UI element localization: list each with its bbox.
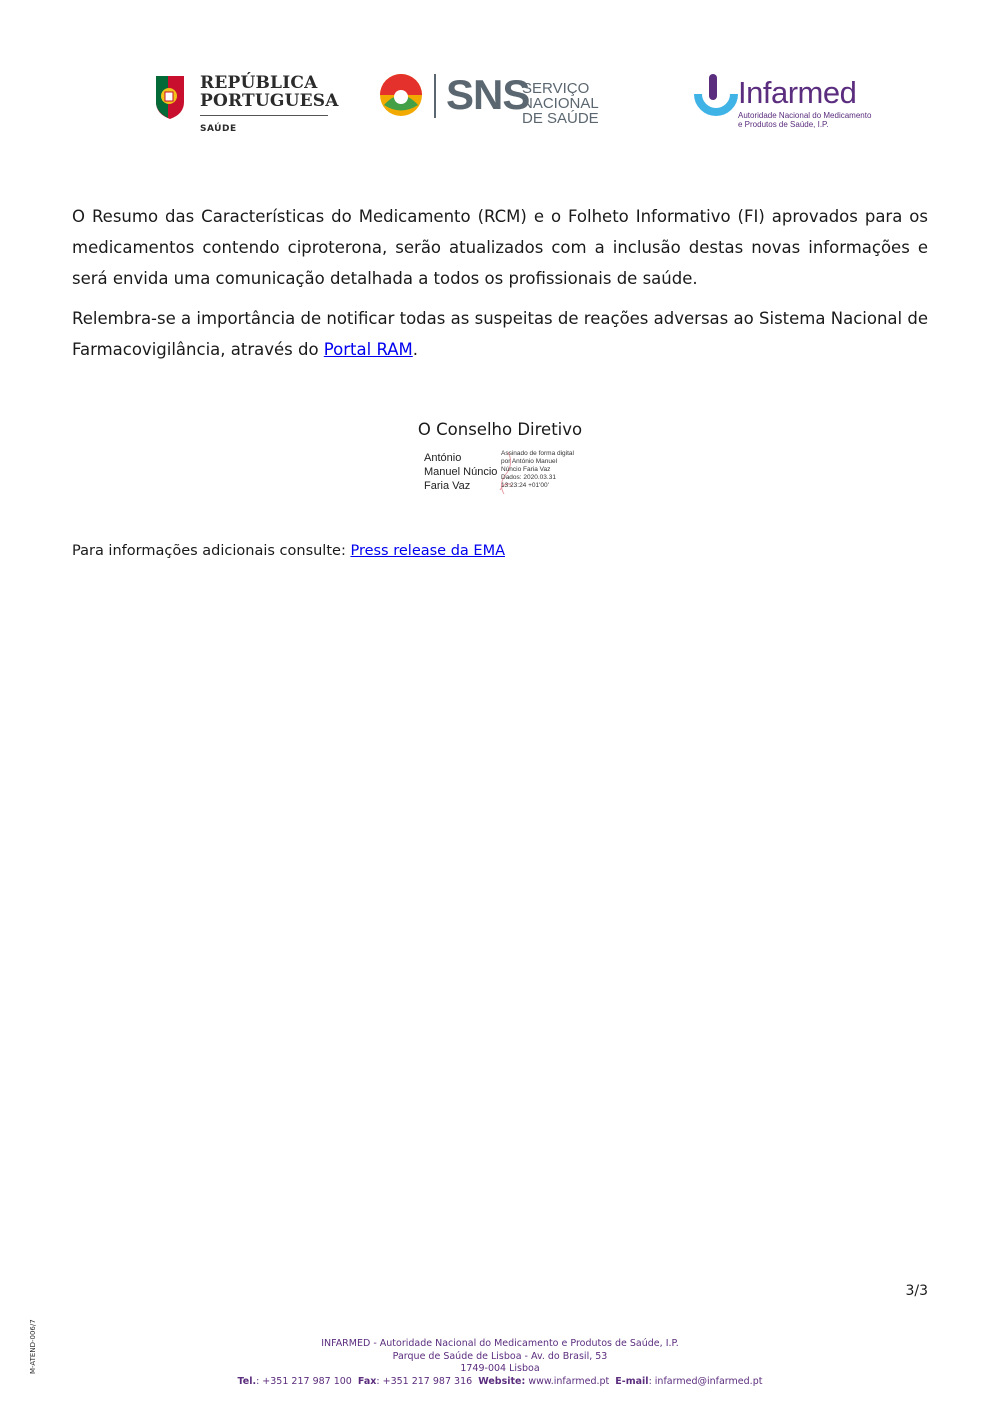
sns-line2: DE SAÚDE (522, 110, 599, 127)
footer-contacts (0, 1376, 1000, 1389)
saude-label: SAÚDE (200, 124, 237, 134)
additional-info (72, 540, 505, 562)
council-title: O Conselho Diretivo (417, 420, 583, 439)
email-value[interactable]: : infarmed@infarmed.pt (648, 1375, 763, 1387)
sns-fullname (522, 81, 648, 126)
portuguesa-line: PORTUGUESA (200, 91, 339, 111)
signer-name-line3: Faria Vaz (424, 480, 471, 492)
logo-divider (200, 115, 328, 116)
paragraph-rcm: O Resumo das Características do Medicamento (RCM) e o Folheto Informativo (FI) aprovados para os medicamentos contendo ciproterona, serão atualizados com a inclusão destas novas informações e será envida uma comunicação detalhada a todos os profissionais de saúde. (72, 207, 928, 288)
sns-divider (434, 74, 436, 118)
portugal-emblem-icon (152, 74, 188, 120)
document-code: M-ATEND-006/7 (29, 1319, 37, 1374)
website-value[interactable]: www.infarmed.pt (525, 1375, 610, 1387)
signature-detail4: Dados: 2020.03.31 (501, 474, 556, 481)
page-number: 3/3 (905, 1283, 928, 1299)
paragraph-notification-end: . (412, 340, 419, 359)
infarmed-sub2: e Produtos de Saúde, I.P. (738, 120, 829, 129)
portal-ram-link[interactable]: Portal RAM (323, 340, 413, 359)
footer (0, 1338, 1000, 1388)
footer-address: Parque de Saúde de Lisboa - Av. do Brasil, 53 (392, 1350, 608, 1362)
infarmed-logo-icon (694, 72, 738, 118)
republica-portuguesa-wordmark (200, 74, 339, 110)
paragraph-notification (72, 303, 928, 365)
fax-value: : +351 217 987 316 (376, 1375, 473, 1387)
sns-logo-icon (378, 72, 424, 118)
footer-organization: INFARMED - Autoridade Nacional do Medicamento e Produtos de Saúde, I.P. (321, 1338, 679, 1349)
signature-detail5: 13:23:24 +01'00' (501, 482, 549, 489)
tel-value: : +351 217 987 100 (256, 1375, 352, 1387)
sns-line1: SERVIÇO NACIONAL (522, 80, 599, 112)
signer-name-line2: Manuel Núncio (424, 466, 498, 478)
header-logos (0, 68, 1000, 138)
ema-press-release-link[interactable]: Press release da EMA (350, 543, 505, 559)
digital-signature (424, 450, 594, 496)
republica-line: REPÚBLICA (200, 73, 318, 93)
infarmed-sub1: Autoridade Nacional do Medicamento (738, 111, 872, 120)
signature-detail3: Núncio Faria Vaz (501, 466, 551, 473)
infarmed-subtitle (738, 111, 871, 129)
republica-portuguesa-logo (152, 73, 339, 136)
signature-detail2: por António Manuel (501, 458, 558, 465)
paragraph-notification-text: Relembra-se a importância de notificar todas as suspeitas de reações adversas ao Sistema Nacional de Farmacovigilância, através do (72, 309, 928, 359)
infarmed-logo (694, 72, 874, 132)
sns-logo (378, 71, 648, 127)
signature-detail1: Assinado de forma digital (501, 450, 574, 457)
signer-name (424, 451, 497, 493)
signer-name-line1: António (424, 452, 462, 464)
additional-info-label: Para informações adicionais consulte: (72, 543, 351, 559)
email-label: E-mail (615, 1375, 649, 1387)
footer-postal: 1749-004 Lisboa (460, 1363, 540, 1374)
fax-label: Fax (357, 1375, 377, 1387)
infarmed-wordmark: Infarmed (738, 75, 857, 110)
sns-wordmark: SNS (446, 71, 530, 118)
tel-label: Tel. (237, 1375, 257, 1387)
website-label: Website: (478, 1375, 526, 1387)
signature-details (501, 450, 574, 490)
